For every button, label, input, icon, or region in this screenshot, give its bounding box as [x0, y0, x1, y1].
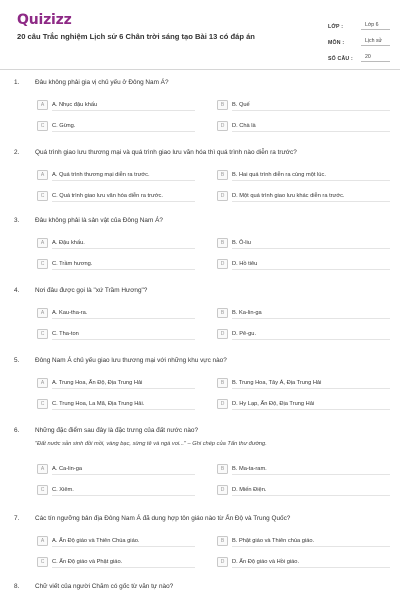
option-letter-box: A — [37, 238, 48, 248]
option-underline — [232, 567, 390, 568]
question-number: 6. — [14, 427, 20, 434]
answer-option-a[interactable] — [37, 377, 142, 388]
option-text: A. Trung Hoa, Ấn Độ, Địa Trung Hải — [52, 379, 143, 386]
option-text: D. Hy Lạp, Ấn Độ, Địa Trung Hải — [232, 400, 315, 407]
option-text: A. Kau-tha-ra. — [52, 309, 88, 316]
option-letter-box: D — [217, 399, 228, 409]
question-quote: "Đất nước sản sinh đồi mồi, vàng bạc, sừng tê và ngà voi..." – Ghi chép của Tấn thư đường. — [35, 441, 267, 447]
meta-value: Lớp 6 — [361, 19, 390, 30]
option-text: C. Quá trình giao lưu văn hóa diễn ra trước. — [52, 192, 163, 199]
question-text: Các tín ngưỡng bản địa Đông Nam Á đã dung hợp tôn giáo nào từ Ấn Độ và Trung Quốc? — [35, 515, 291, 522]
option-text: B. Ma-ta-ram. — [232, 465, 267, 472]
meta-row-class — [328, 14, 390, 30]
option-text: C. Ấn Độ giáo và Phật giáo. — [52, 558, 123, 565]
answer-option-b[interactable] — [217, 307, 262, 318]
option-letter-box: D — [217, 259, 228, 269]
question-text: Đâu không phải gia vị chủ yếu ở Đông Nam Á? — [35, 79, 169, 86]
option-text: D. Pê-gu. — [232, 330, 257, 337]
answer-option-d[interactable] — [217, 258, 257, 269]
answer-option-d[interactable] — [217, 556, 299, 567]
option-text: A. Ca-lin-ga — [52, 465, 83, 472]
question-text: Đâu không phải là sản vật của Đông Nam Á? — [35, 217, 163, 224]
question-text: Quá trình giao lưu thương mại và quá trình giao lưu văn hóa thì quá trình nào diễn ra trước? — [35, 149, 297, 156]
option-text: B. Phật giáo và Thiên chúa giáo. — [232, 537, 315, 544]
option-text: C. Trung Hoa, La Mã, Địa Trung Hải. — [52, 400, 145, 407]
option-underline — [52, 269, 195, 270]
option-letter-box: A — [37, 464, 48, 474]
option-letter-box: D — [217, 485, 228, 495]
option-letter-box: B — [217, 536, 228, 546]
answer-option-c[interactable] — [37, 120, 75, 131]
answer-option-b[interactable] — [217, 463, 267, 474]
option-underline — [52, 388, 195, 389]
answer-option-c[interactable] — [37, 484, 74, 495]
header-divider — [0, 69, 400, 70]
option-letter-box: C — [37, 259, 48, 269]
option-letter-box: A — [37, 170, 48, 180]
worksheet-header — [0, 0, 400, 72]
option-underline — [52, 248, 195, 249]
option-letter-box: C — [37, 121, 48, 131]
option-letter-box: D — [217, 121, 228, 131]
option-letter-box: A — [37, 536, 48, 546]
option-text: C. Trầm hương. — [52, 260, 93, 267]
answer-option-c[interactable] — [37, 328, 79, 339]
option-letter-box: A — [37, 378, 48, 388]
option-text: C. Xiêm. — [52, 486, 74, 493]
option-underline — [232, 474, 390, 475]
option-letter-box: C — [37, 191, 48, 201]
option-text: D. Ấn Độ giáo và Hồi giáo. — [232, 558, 300, 565]
answer-option-d[interactable] — [217, 398, 314, 409]
option-underline — [232, 318, 390, 319]
option-letter-box: C — [37, 329, 48, 339]
option-letter-box: C — [37, 557, 48, 567]
option-underline — [52, 339, 195, 340]
option-letter-box: D — [217, 557, 228, 567]
option-letter-box: B — [217, 378, 228, 388]
option-text: D. Một quá trình giao lưu khác diễn ra trước. — [232, 192, 345, 199]
option-text: B. Ô-liu — [232, 239, 251, 246]
option-letter-box: D — [217, 329, 228, 339]
option-text: B. Ka-lin-ga — [232, 309, 262, 316]
worksheet-title: 20 câu Trắc nghiệm Lịch sử 6 Chân trời sáng tạo Bài 13 có đáp án — [17, 32, 255, 41]
option-underline — [232, 546, 390, 547]
option-text: D. Hồ tiêu — [232, 260, 258, 267]
option-underline — [232, 131, 390, 132]
answer-option-b[interactable] — [217, 237, 251, 248]
option-underline — [52, 318, 195, 319]
option-text: B. Hai quá trình diễn ra cùng một lúc. — [232, 171, 326, 178]
answer-option-a[interactable] — [37, 307, 87, 318]
option-underline — [232, 180, 390, 181]
answer-option-c[interactable] — [37, 556, 122, 567]
answer-option-d[interactable] — [217, 120, 256, 131]
option-text: B. Quế — [232, 101, 250, 108]
option-text: A. Nhục đậu khấu — [52, 101, 98, 108]
option-text: A. Ấn Độ giáo và Thiên Chúa giáo. — [52, 537, 140, 544]
answer-option-d[interactable] — [217, 484, 266, 495]
option-letter-box: D — [217, 191, 228, 201]
answer-option-b[interactable] — [217, 535, 314, 546]
answer-option-a[interactable] — [37, 463, 82, 474]
option-letter-box: B — [217, 238, 228, 248]
question-text: Chữ viết của người Chăm có gốc từ văn tự nào? — [35, 583, 174, 590]
question-number: 5. — [14, 357, 20, 364]
option-letter-box: B — [217, 170, 228, 180]
answer-option-b[interactable] — [217, 169, 326, 180]
meta-value: 20 — [361, 51, 390, 62]
option-underline — [52, 495, 195, 496]
meta-key: LỚP : — [328, 24, 344, 30]
option-underline — [52, 409, 195, 410]
option-underline — [52, 180, 195, 181]
question-number: 7. — [14, 515, 20, 522]
answer-option-c[interactable] — [37, 190, 163, 201]
question-number: 8. — [14, 583, 20, 590]
option-underline — [232, 339, 390, 340]
option-letter-box: C — [37, 485, 48, 495]
option-text: C. Gừng. — [52, 122, 76, 129]
answer-option-b[interactable] — [217, 99, 250, 110]
question-number: 3. — [14, 217, 20, 224]
option-underline — [52, 131, 195, 132]
answer-option-a[interactable] — [37, 99, 97, 110]
option-underline — [232, 495, 390, 496]
option-underline — [232, 201, 390, 202]
option-text: D. Miến Điện. — [232, 486, 267, 493]
option-text: D. Chà là — [232, 122, 256, 129]
option-underline — [232, 110, 390, 111]
question-text: Những đặc điểm sau đây là đặc trưng của đất nước nào? — [35, 427, 199, 434]
option-letter-box: B — [217, 100, 228, 110]
option-underline — [52, 567, 195, 568]
option-underline — [52, 474, 195, 475]
meta-row-subject — [328, 30, 390, 46]
meta-row-count — [328, 46, 390, 62]
option-text: B. Trung Hoa, Tây Á, Địa Trung Hải — [232, 379, 322, 386]
option-underline — [232, 269, 390, 270]
meta-key: SỐ CÂU : — [328, 56, 353, 62]
option-letter-box: C — [37, 399, 48, 409]
question-number: 2. — [14, 149, 20, 156]
option-underline — [232, 388, 390, 389]
question-text: Nơi đâu được gọi là "xứ Trầm Hương"? — [35, 287, 148, 294]
option-text: C. Tha-ton — [52, 330, 79, 337]
answer-option-b[interactable] — [217, 377, 321, 388]
meta-key: MÔN : — [328, 40, 345, 46]
answer-option-a[interactable] — [37, 237, 85, 248]
question-number: 1. — [14, 79, 20, 86]
option-underline — [52, 546, 195, 547]
meta-value: Lịch sử — [361, 35, 390, 46]
option-letter-box: B — [217, 464, 228, 474]
question-text: Đông Nam Á chủ yếu giao lưu thương mại với những khu vực nào? — [35, 357, 227, 364]
answer-option-d[interactable] — [217, 190, 345, 201]
answer-option-d[interactable] — [217, 328, 256, 339]
quizizz-logo: Quizizz — [17, 12, 72, 28]
answer-option-a[interactable] — [37, 169, 150, 180]
option-letter-box: B — [217, 308, 228, 318]
option-letter-box: A — [37, 308, 48, 318]
option-text: A. Đậu khấu. — [52, 239, 85, 246]
option-text: A. Quá trình thương mại diễn ra trước. — [52, 171, 150, 178]
worksheet-meta — [328, 14, 390, 62]
answer-option-c[interactable] — [37, 398, 144, 409]
answer-option-c[interactable] — [37, 258, 92, 269]
option-underline — [52, 201, 195, 202]
answer-option-a[interactable] — [37, 535, 139, 546]
option-underline — [232, 248, 390, 249]
option-letter-box: A — [37, 100, 48, 110]
option-underline — [52, 110, 195, 111]
option-underline — [232, 409, 390, 410]
question-number: 4. — [14, 287, 20, 294]
